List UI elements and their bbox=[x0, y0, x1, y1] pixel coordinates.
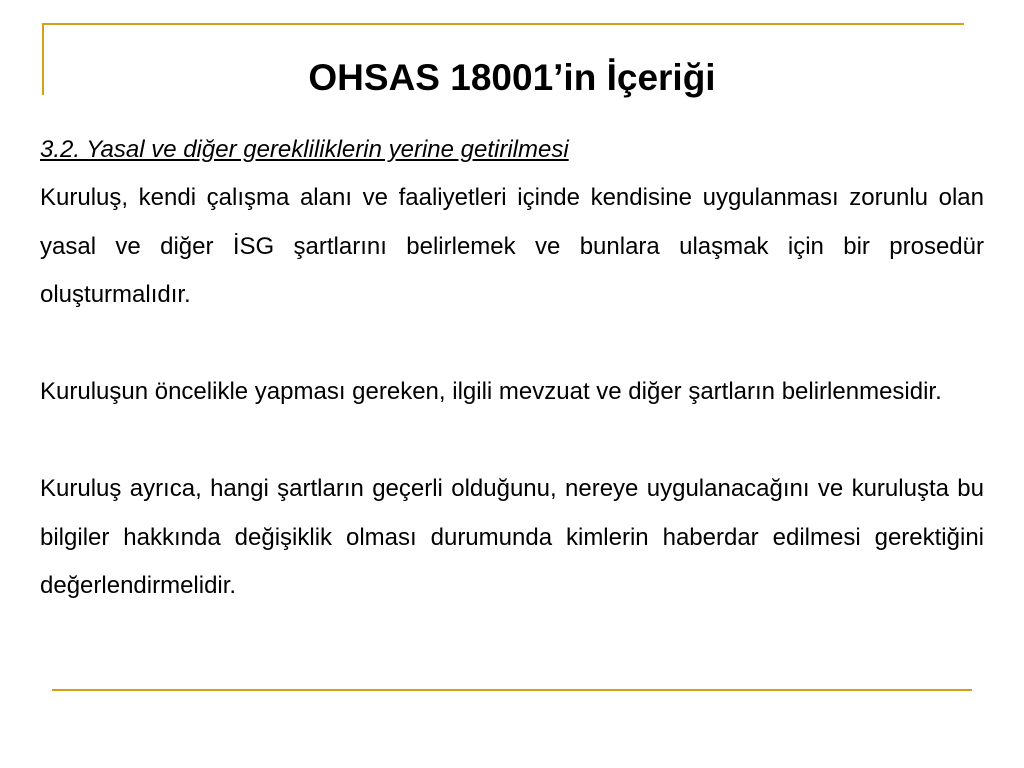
paragraph-2: Kuruluşun öncelikle yapması gereken, ilgili mevzuat ve diğer şartların belirlenmesidir. bbox=[40, 378, 942, 405]
section-subtitle: 3.2. Yasal ve diğer gerekliliklerin yerine getirilmesi bbox=[40, 136, 569, 163]
paragraph-1: Kuruluş, kendi çalışma alanı ve faaliyetleri içinde kendisine uygulanması zorunlu olan yasal ve diğer İSG şartlarını belirlemek ve bunlara ulaşmak için bir prosedür oluşturmalıdır. bbox=[40, 184, 984, 308]
slide-content bbox=[40, 126, 984, 611]
paragraph-spacer bbox=[40, 417, 984, 466]
paragraph-spacer bbox=[40, 320, 984, 369]
frame-bottom-line bbox=[52, 689, 972, 691]
frame-top-line bbox=[42, 23, 964, 25]
slide-title: OHSAS 18001’in İçeriği bbox=[308, 57, 716, 98]
paragraph-3: Kuruluş ayrıca, hangi şartların geçerli olduğunu, nereye uygulanacağını ve kuruluşta bu bilgiler hakkında değişiklik olması durumunda kimlerin haberdar edilmesi gerektiğini değerlendirmelidir. bbox=[40, 475, 984, 599]
